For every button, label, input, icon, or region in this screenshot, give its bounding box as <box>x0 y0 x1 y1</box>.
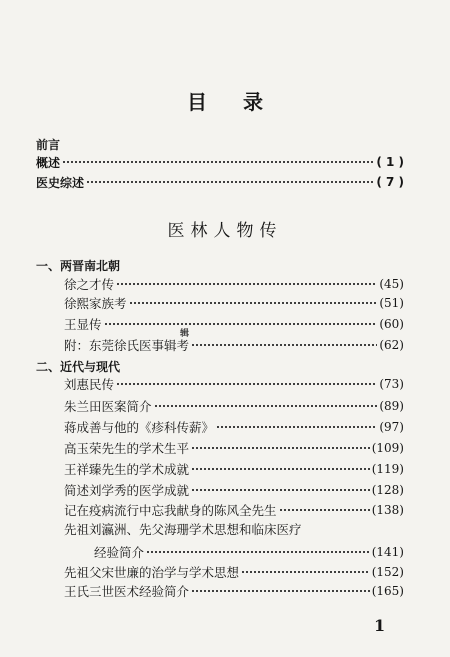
page-number: (109) <box>371 441 404 455</box>
toc-entry[interactable] <box>64 294 404 312</box>
page-number: (62) <box>379 338 404 352</box>
toc-entry[interactable] <box>64 397 404 415</box>
page-title: 目录 <box>187 90 299 114</box>
page-number: (45) <box>379 277 404 291</box>
section-title: 医林人物传 <box>167 221 283 241</box>
entry-title: 王祥臻先生的学术成就 <box>64 462 190 477</box>
toc-entry[interactable] <box>64 418 404 436</box>
dot-leader <box>154 405 378 407</box>
dot-leader <box>62 161 374 163</box>
entry-title: 记在疫病流行中忘我献身的陈风全先生 <box>64 503 277 518</box>
page-number: (73) <box>379 377 404 391</box>
page-number: (51) <box>379 296 404 310</box>
toc-entry[interactable] <box>64 375 404 393</box>
entry-title: 蒋成善与他的《疹科传薪》 <box>64 420 215 435</box>
dot-leader <box>279 509 370 511</box>
dot-leader <box>241 571 370 573</box>
page-number: (152) <box>371 565 404 579</box>
front-matter-label: 概述 <box>36 155 61 170</box>
entry-title: 王显传 <box>64 317 102 332</box>
stamp-mark: 辑 <box>180 329 190 339</box>
dot-leader <box>191 468 370 470</box>
entry-title: 经验简介 <box>94 545 145 560</box>
toc-entry[interactable] <box>64 460 404 478</box>
dot-leader <box>129 302 378 304</box>
dot-leader <box>116 283 377 285</box>
toc-entry[interactable] <box>64 336 404 354</box>
toc-entry[interactable] <box>64 275 404 293</box>
entry-title: 附：东莞徐氏医事辑考 <box>64 338 190 353</box>
entry-title: 简述刘学秀的医学成就 <box>64 483 190 498</box>
toc-entry[interactable] <box>64 582 404 600</box>
toc-entry-multiline[interactable] <box>64 520 404 538</box>
entry-title: 刘惠民传 <box>64 377 115 392</box>
dot-leader <box>191 344 377 346</box>
dot-leader <box>191 489 370 491</box>
front-matter-preface <box>36 135 404 153</box>
page-number: (141) <box>371 545 404 559</box>
page-number: (138) <box>371 503 404 517</box>
entry-title: 先祖刘瀛洲、先父海珊学术思想和临床医疗 <box>64 522 302 537</box>
page-number: (128) <box>371 483 404 497</box>
front-matter-history-review <box>36 173 404 191</box>
toc-entry[interactable] <box>64 481 404 499</box>
dot-leader <box>191 590 370 592</box>
toc-entry[interactable] <box>64 439 404 457</box>
toc-entry[interactable] <box>64 501 404 519</box>
page-number: (97) <box>379 420 404 434</box>
toc-entry[interactable] <box>64 563 404 581</box>
dot-leader <box>104 323 378 325</box>
dot-leader <box>146 551 370 553</box>
entry-title: 徐之才传 <box>64 277 115 292</box>
entry-title: 高玉荣先生的学术生平 <box>64 441 190 456</box>
dot-leader <box>86 181 374 183</box>
page-number: (60) <box>379 317 404 331</box>
page-number: (165) <box>371 584 404 598</box>
dot-leader <box>116 383 377 385</box>
page-number: (119) <box>371 462 404 476</box>
entry-title: 徐熙家族考 <box>64 296 127 311</box>
dot-leader <box>191 447 370 449</box>
group-heading: 二、近代与现代 <box>36 359 121 374</box>
page-marker: 1 <box>374 616 386 635</box>
page-number: ( 7 ) <box>376 175 404 189</box>
page-number: (89) <box>379 399 404 413</box>
front-matter-overview <box>36 153 404 171</box>
front-matter-label: 医史综述 <box>36 175 85 190</box>
toc-entry[interactable] <box>64 315 404 333</box>
front-matter-label: 前言 <box>36 137 61 152</box>
entry-title: 王氏三世医术经验简介 <box>64 584 190 599</box>
dot-leader <box>216 426 377 428</box>
toc-entry-continuation[interactable] <box>94 543 404 561</box>
entry-title: 先祖父宋世廉的治学与学术思想 <box>64 565 240 580</box>
group-heading: 一、两晋南北朝 <box>36 258 121 273</box>
page-number: ( 1 ) <box>376 155 404 169</box>
entry-title: 朱兰田医案简介 <box>64 399 152 414</box>
